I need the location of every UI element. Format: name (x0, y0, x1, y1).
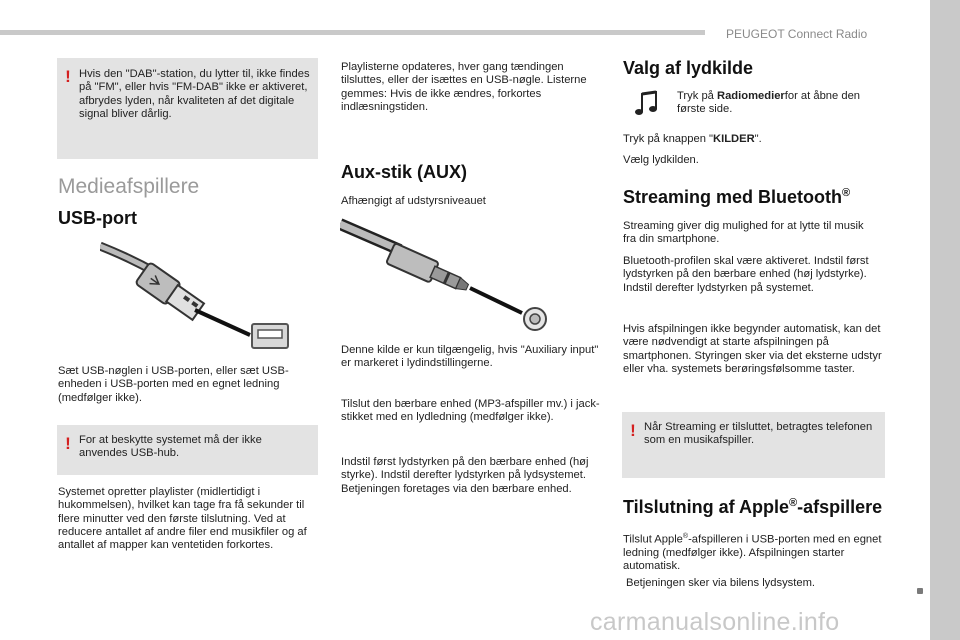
aux-heading: Aux-stik (AUX) (341, 162, 468, 182)
apple-text-2: Betjeningen sker via bilens lydsystem. (626, 577, 816, 589)
kilder-text: Tryk på knappen "KILDER". (623, 133, 762, 145)
page-header-title: PEUGEOT Connect Radio (726, 27, 868, 41)
aux-text-2: Tilslut den bærbare enhed (MP3-afspiller mv.) i jack-stikket med en lydledning (medfølger ikke). (341, 398, 600, 424)
warning-note-streaming (622, 412, 885, 478)
music-note-icon (634, 90, 660, 118)
page-edge-strip (930, 0, 960, 640)
page-marker (917, 588, 923, 594)
note-dab-text: Hvis den "DAB"-station, du lytter til, ikke findes på "FM", eller hvis "FM-DAB" ikke er aktiveret, afbrydes lyden, når kvaliteten af det digitale signal bliver dårlig. (79, 68, 310, 120)
source-heading: Valg af lydkilde (623, 58, 754, 78)
warning-note-dab (57, 58, 318, 159)
bt-text-3: Hvis afspilningen ikke begynder automatisk, kan det være nødvendigt at starte afspilningen på smartphonen. Styringen sker via det eksterne udstyr eller vha. systemets berøringsfølsomme taster. (623, 323, 882, 375)
section-title: Medieafspillere (58, 175, 200, 198)
usb-port-illustration (100, 240, 295, 352)
radiomedier-label: Radiomedier (717, 90, 785, 102)
warning-icon: ! (65, 67, 71, 86)
watermark: carmanualsonline.info (590, 608, 840, 636)
note-streaming-text: Når Streaming er tilsluttet, betragtes telefonen som en musikafspiller. (644, 421, 873, 447)
bt-text-2: Bluetooth-profilen skal være aktiveret. Indstil først lydstyrken på den bærbare enhed (høj lydstyrke). Indstil derefter lydstyrken på systemet. (623, 255, 869, 294)
warning-note-hub (57, 425, 318, 475)
aux-text-3: Indstil først lydstyrken på den bærbare enhed (høj styrke). Indstil derefter lydstyrken på lydsystemet. Betjeningen foretages via den bærbare enhed. (341, 456, 589, 495)
kilder-label: KILDER (713, 133, 755, 145)
header-bar (0, 30, 705, 35)
usb-heading: USB-port (58, 208, 137, 228)
warning-icon: ! (630, 421, 636, 440)
playlist-update-text: Playlisterne opdateres, hver gang tændingen tilsluttes, eller der isættes en USB-nøgle. Listerne gemmes: Hvis de ikke ændres, forkortes indlæsningstiden. (341, 61, 587, 113)
usb-text: Sæt USB-nøglen i USB-porten, eller sæt USB-enheden i USB-porten med en egnet ledning (medfølger ikke). (58, 365, 289, 404)
warning-icon: ! (65, 434, 71, 453)
bt-text-1: Streaming giver dig mulighed for at lytte til musik fra din smartphone. (623, 220, 864, 246)
source-press-text: Tryk på Radiomedierfor at åbne den første side. (677, 90, 861, 116)
aux-jack-illustration (340, 218, 552, 333)
aux-text-1: Denne kilde er kun tilgængelig, hvis "Auxiliary input" er markeret i lydindstillingerne. (341, 344, 599, 370)
aux-subtitle: Afhængigt af udstyrsniveauet (341, 195, 486, 207)
apple-text-1: Tilslut Apple®-afspilleren i USB-porten med en egnet ledning (medfølger ikke). Afspilningen starter automatisk. (623, 533, 882, 573)
bluetooth-heading: Streaming med Bluetooth® (623, 187, 851, 207)
apple-heading: Tilslutning af Apple®-afspillere (623, 497, 883, 517)
note-hub-text: For at beskytte systemet må der ikke anvendes USB-hub. (79, 434, 262, 460)
choose-source-text: Vælg lydkilden. (623, 154, 699, 166)
playlist-text: Systemet opretter playlister (midlertidigt i hukommelsen), hvilket kan tage fra få sekunder til flere minutter ved den første tilslutning. Ved at reducere antallet af andre filer end musikfiler og af antallet af mapper kan ventetiden forkortes. (58, 486, 307, 552)
